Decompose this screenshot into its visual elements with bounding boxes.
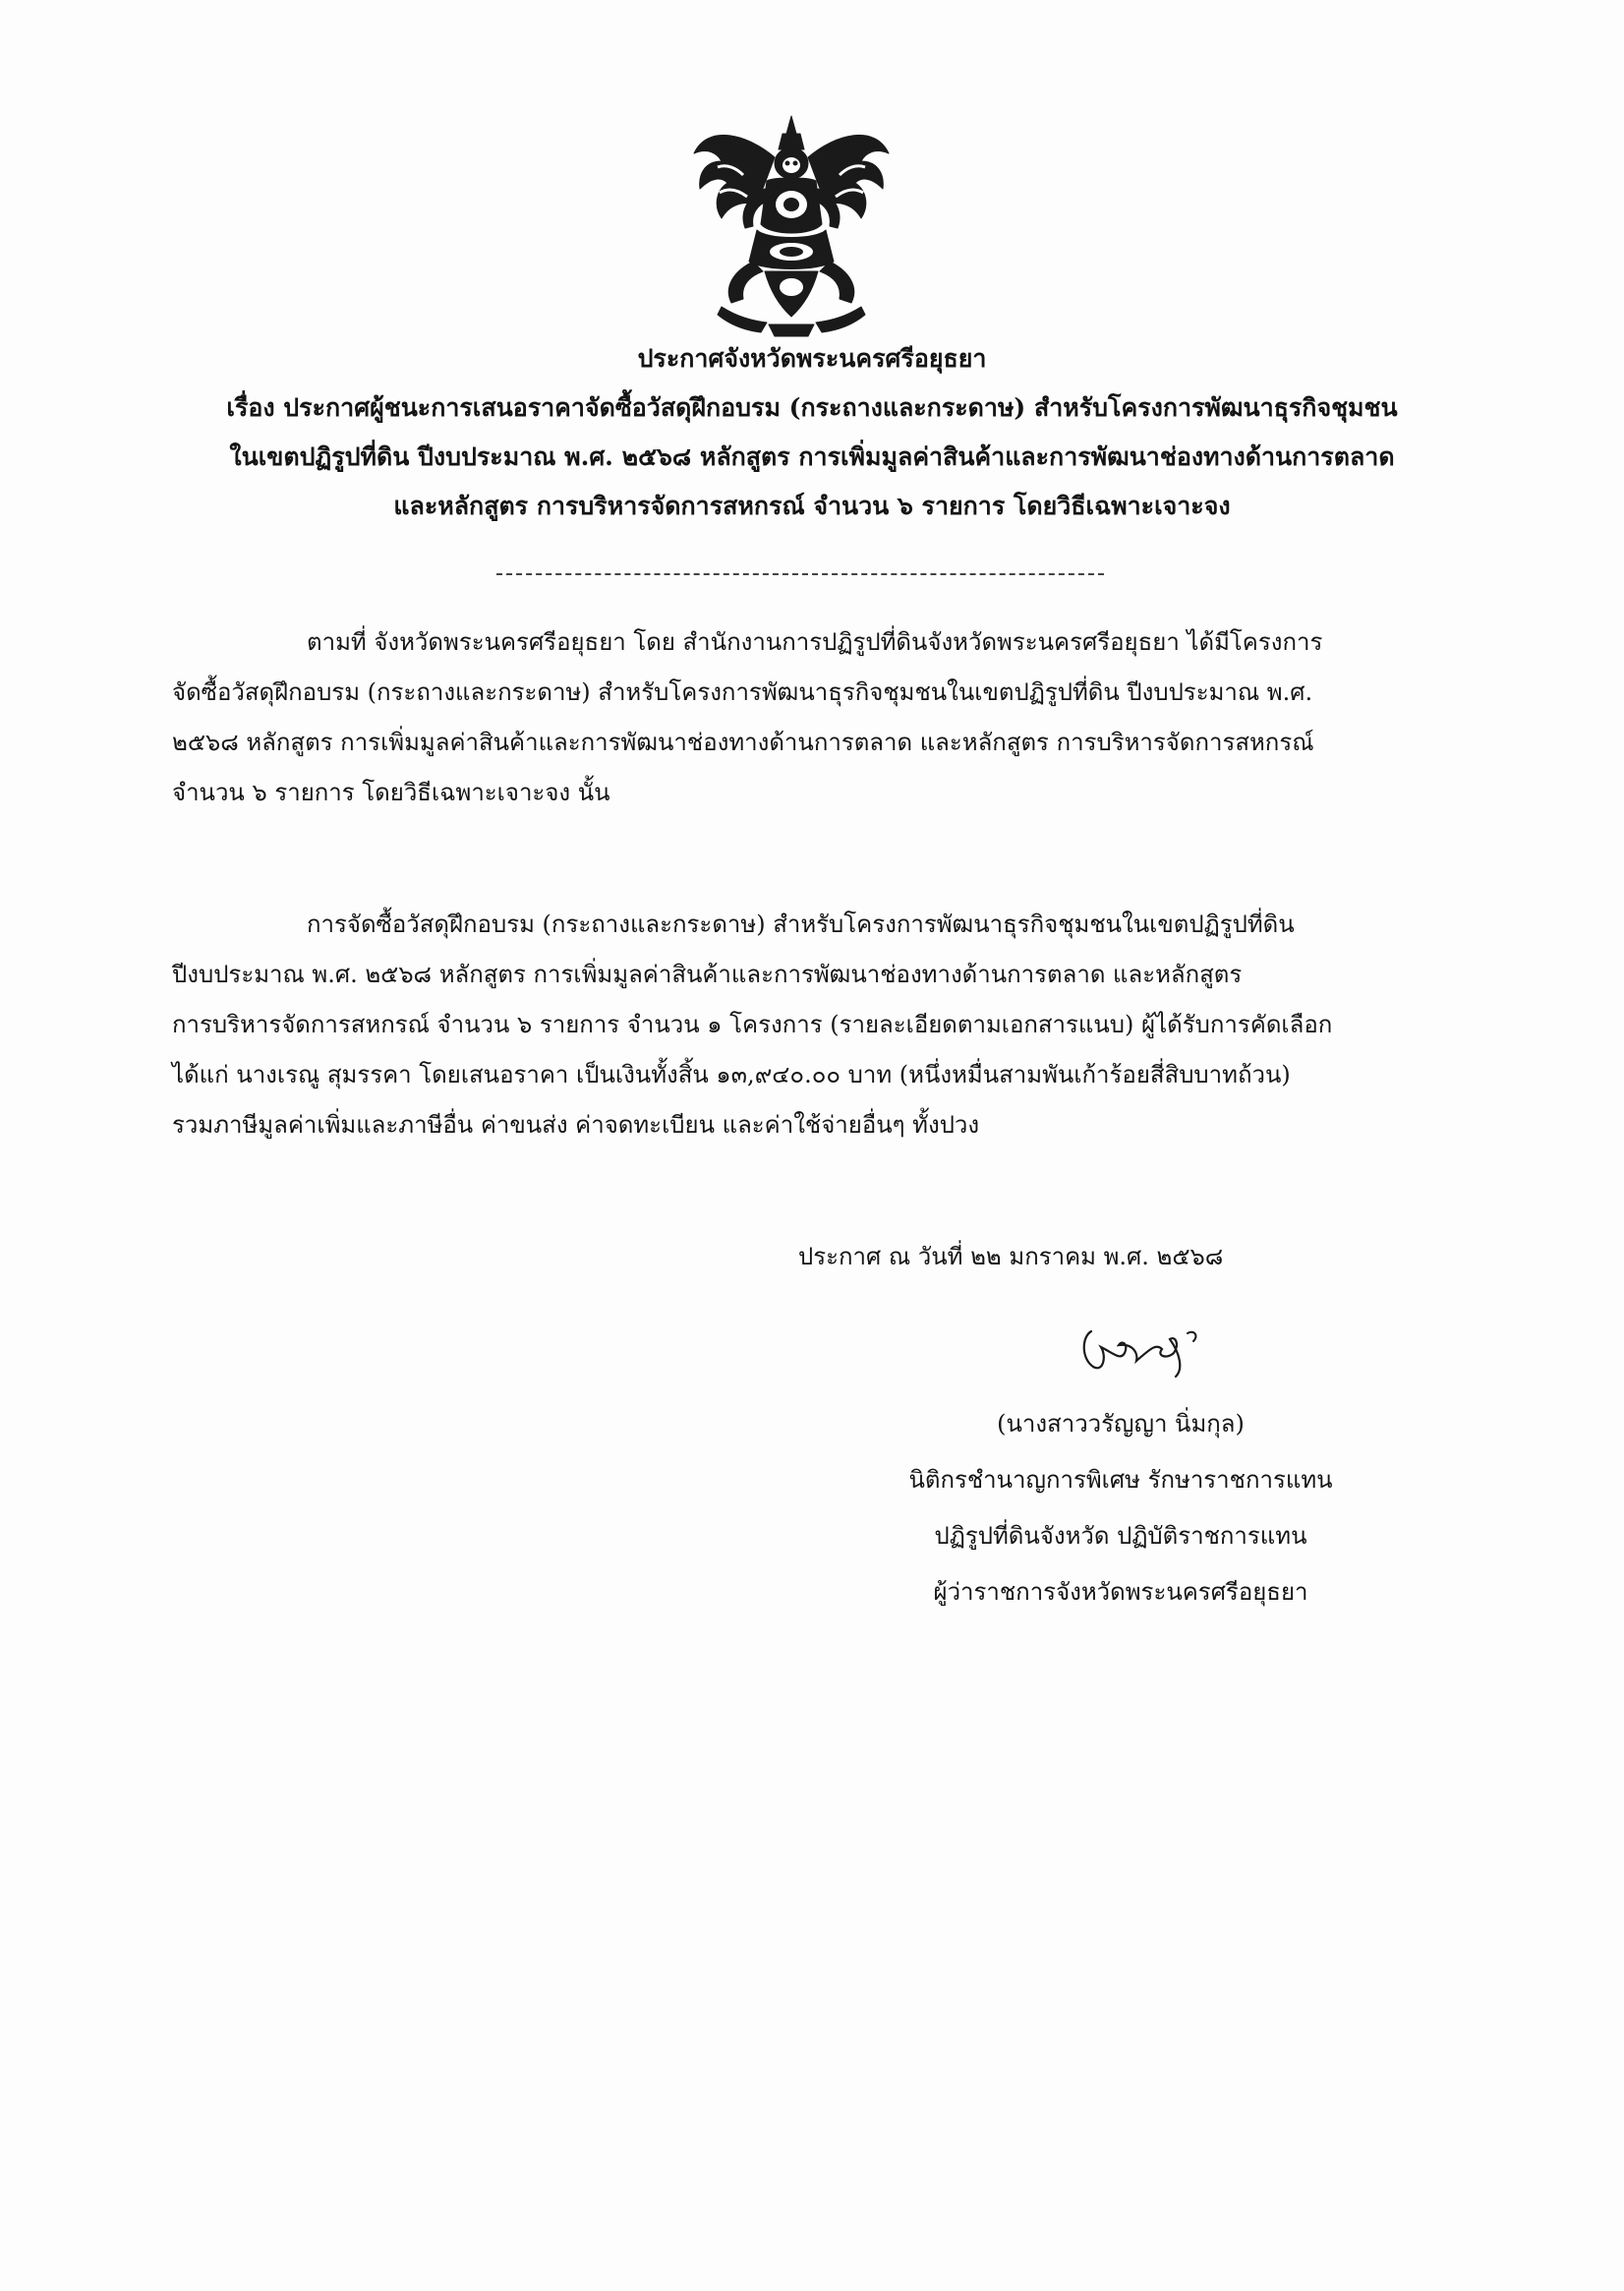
handwritten-signature: [1077, 1314, 1215, 1382]
garuda-emblem-icon: [688, 114, 895, 340]
announcement-heading: [147, 334, 1477, 531]
paragraph-line: ๒๕๖๘ หลักสูตร การเพิ่มมูลค่าสินค้าและการพัฒนาช่องทางด้านการตลาด และหลักสูตร การบริหารจัดการสหกรณ์: [172, 729, 1314, 756]
paragraph-line: ได้แก่ นางเรณู สุมรรคา โดยเสนอราคา เป็นเงินทั้งสิ้น ๑๓,๙๔๐.๐๐ บาท (หนึ่งหมื่นสามพันเก้าร้อยสี่สิบบาทถ้วน): [172, 1061, 1291, 1088]
dashed-divider: [496, 573, 1104, 575]
paragraph-line: รวมภาษีมูลค่าเพิ่มและภาษีอื่น ค่าขนส่ง ค่าจดทะเบียน และค่าใช้จ่ายอื่นๆ ทั้งปวง: [172, 1111, 980, 1139]
signer-title: นิติกรชำนาญการพิเศษ รักษาราชการแทน: [908, 1466, 1333, 1494]
paragraph-line: การจัดซื้อวัสดุฝึกอบรม (กระถางและกระดาษ) สำหรับโครงการพัฒนาธุรกิจชุมชนในเขตปฏิรูปที่ดิน: [307, 911, 1295, 938]
paragraph-line: จำนวน ๖ รายการ โดยวิธีเฉพาะเจาะจง นั้น: [172, 779, 610, 806]
paragraph-line: การบริหารจัดการสหกรณ์ จำนวน ๖ รายการ จำนวน ๑ โครงการ (รายละเอียดตามเอกสารแนบ) ผู้ได้รับการคัดเลือก: [172, 1011, 1333, 1038]
announcement-title: ประกาศจังหวัดพระนครศรีอยุธยา: [637, 344, 987, 373]
body-paragraph-1: [172, 617, 1428, 818]
signer-title: ผู้ว่าราชการจังหวัดพระนครศรีอยุธยา: [933, 1578, 1308, 1606]
subject-line: ในเขตปฏิรูปที่ดิน ปีงบประมาณ พ.ศ. ๒๕๖๘ หลักสูตร การเพิ่มมูลค่าสินค้าและการพัฒนาช่องทางด้านการตลาด: [229, 442, 1395, 471]
paragraph-line: จัดซื้อวัสดุฝึกอบรม (กระถางและกระดาษ) สำหรับโครงการพัฒนาธุรกิจชุมชนในเขตปฏิรูปที่ดิน ปีงบประมาณ พ.ศ.: [172, 678, 1313, 706]
signer-name: (นางสาววรัญญา นิ่มกุล): [997, 1410, 1245, 1438]
body-paragraph-2: [172, 900, 1428, 1150]
signer-title: ปฏิรูปที่ดินจังหวัด ปฏิบัติราชการแทน: [934, 1522, 1307, 1550]
paragraph-line: ปีงบประมาณ พ.ศ. ๒๕๖๘ หลักสูตร การเพิ่มมูลค่าสินค้าและการพัฒนาช่องทางด้านการตลาด และหลักสูตร: [172, 961, 1243, 988]
subject-line: เรื่อง ประกาศผู้ชนะการเสนอราคาจัดซื้อวัสดุฝึกอบรม (กระถางและกระดาษ) สำหรับโครงการพัฒนาธุรกิจชุมชน: [226, 393, 1398, 422]
paragraph-line: ตามที่ จังหวัดพระนครศรีอยุธยา โดย สำนักงานการปฏิรูปที่ดินจังหวัดพระนครศรีอยุธยา ได้มีโครงการ: [307, 628, 1323, 656]
signature-block: [845, 1396, 1396, 1620]
announcement-date: ประกาศ ณ วันที่ ๒๒ มกราคม พ.ศ. ๒๕๖๘: [798, 1243, 1224, 1270]
subject-line: และหลักสูตร การบริหารจัดการสหกรณ์ จำนวน ๖ รายการ โดยวิธีเฉพาะเจาะจง: [393, 492, 1231, 520]
